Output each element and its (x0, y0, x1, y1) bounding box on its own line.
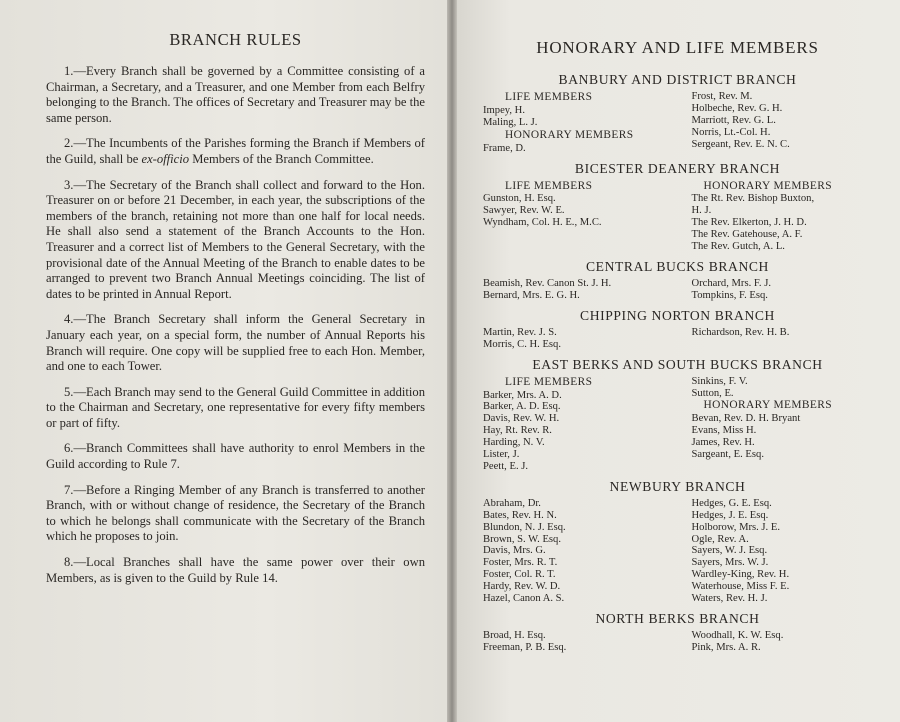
member-columns (475, 278, 880, 302)
right-member-column (678, 278, 881, 302)
left-member-column (475, 91, 678, 155)
branch-name: NEWBURY BRANCH (609, 478, 746, 494)
rule-text: 4.—The Branch Secretary shall inform the General Secretary in January each year, on a special form, the number of Annual Reports his Branch will require. One copy will be supplied free to each Hon. Member, and one to each Tower. (46, 312, 425, 374)
right-member-column (678, 327, 881, 351)
left-page (0, 0, 447, 722)
member-name: Sayers, Mrs. W. J. (691, 557, 769, 569)
right-page (457, 0, 900, 722)
rule-text: 8.—Local Branches shall have the same power over their own Members, as is given to the Guild by Rule 14. (46, 555, 425, 585)
member-name: Impey, H. (483, 104, 525, 116)
member-name: Maling, L. J. (483, 116, 538, 128)
member-columns (475, 376, 880, 473)
right-member-column (678, 630, 881, 654)
rule-text: 7.—Before a Ringing Member of any Branch is transferred to another Branch, with or without change of residence, the Secretary of the Branch to which he belongs shall communicate with the Secretary of the Branch which he proposes to join. (46, 482, 425, 544)
member-category-heading: HONORARY MEMBERS (505, 128, 634, 141)
rule-text: 2.—The Incumbents of the Parishes forming the Branch if Members of the Guild, shall be (46, 136, 425, 166)
member-name: Hay, Rt. Rev. R. (483, 425, 552, 437)
member-name: The Rev. Gatehouse, A. F. (691, 229, 803, 241)
member-category-heading: HONORARY MEMBERS (703, 399, 832, 412)
rule-italic-text: ex-officio (141, 151, 190, 166)
right-member-column (678, 91, 881, 155)
member-category-heading: LIFE MEMBERS (505, 179, 593, 192)
member-name: Martin, Rev. J. S. (483, 326, 557, 338)
member-name: Hardy, Rev. W. D. (483, 581, 561, 593)
member-name: Norris, Lt.-Col. H. (691, 126, 771, 138)
members-title: HONORARY AND LIFE MEMBERS (536, 38, 819, 57)
member-name: Lister, J. (483, 449, 520, 461)
branch-rules-title: BRANCH RULES (169, 30, 302, 49)
member-category-heading: LIFE MEMBERS (505, 91, 593, 103)
right-member-column (678, 180, 881, 253)
rule-paragraph (46, 64, 425, 126)
member-name: Davis, Rev. W. H. (483, 413, 560, 425)
member-name: Tompkins, F. Esq. (691, 289, 768, 301)
rule-text: 5.—Each Branch may send to the General Guild Committee in addition to the Chairman and Secretary, one representative for every fifty members or part of fifty. (46, 384, 425, 430)
member-name: Orchard, Mrs. F. J. (691, 277, 771, 289)
member-name: Peett, E. J. (483, 460, 529, 472)
branch-name: CENTRAL BUCKS BRANCH (586, 258, 769, 274)
member-name: Holbeche, Rev. G. H. (691, 102, 783, 114)
branch-section (475, 357, 880, 473)
member-name: Hedges, G. E. Esq. (691, 497, 772, 509)
rule-paragraph (46, 136, 425, 167)
member-name: Blundon, N. J. Esq. (483, 521, 566, 533)
member-name: Sutton, E. (691, 387, 734, 399)
member-name: Hazel, Canon A. S. (483, 593, 565, 605)
branch-section (475, 611, 880, 654)
member-name: Freeman, P. B. Esq. (483, 641, 567, 653)
rule-text: 6.—Branch Committees shall have authority to enrol Members in the Guild according to Rule 7. (46, 441, 425, 472)
member-name: Wardley-King, Rev. H. (691, 569, 790, 581)
member-name: Holborow, Mrs. J. E. (691, 521, 780, 533)
member-name: Sawyer, Rev. W. E. (483, 205, 565, 217)
member-name: Morris, C. H. Esq. (483, 338, 561, 350)
rule-paragraph (46, 178, 425, 303)
member-name: Broad, H. Esq. (483, 630, 546, 641)
left-member-column (475, 278, 678, 302)
member-name: Woodhall, K. W. Esq. (691, 630, 784, 641)
member-name: Sayers, W. J. Esq. (691, 545, 768, 557)
member-name: Harding, N. V. (483, 437, 545, 449)
branch-name: BANBURY AND DISTRICT BRANCH (558, 72, 797, 87)
member-name: Bernard, Mrs. E. G. H. (483, 289, 580, 301)
right-member-column (678, 498, 881, 605)
member-name: Marriott, Rev. G. L. (691, 114, 776, 126)
branch-section (475, 308, 880, 351)
branch-section (475, 259, 880, 302)
rule-text: 1.—Every Branch shall be governed by a Committee consisting of a Chairman, a Secretary, and a Treasurer, and one Member from each Belfry belonging to the Branch. The offices of Secretary and Treasurer may be the same person. (46, 64, 425, 125)
rule-text: 3.—The Secretary of the Branch shall collect and forward to the Hon. Treasurer on or before 21 December, in each year, the subscriptions of the members of the branch, retaining not more than one half for local needs. He shall also send a statement of the Branch Accounts to the Hon. Treasurer and a correct list of Members to the General Secretary, with the provisional date of the Annual Meeting of the Branch to enable dates to be arranged to prevent two Branch Annual Meetings coinciding. The list of dates to be printed in Annual Report. (46, 177, 425, 301)
member-columns (475, 630, 880, 654)
rule-paragraph (46, 312, 425, 374)
member-columns (475, 91, 880, 155)
member-name: Sargeant, E. Esq. (691, 449, 764, 461)
member-name: James, Rev. H. (691, 437, 755, 449)
member-name: Waters, Rev. H. J. (691, 593, 768, 605)
rule-paragraph (46, 555, 425, 586)
branch-name: CHIPPING NORTON BRANCH (580, 307, 775, 323)
member-name: Sergeant, Rev. E. N. C. (691, 138, 790, 150)
member-columns (475, 327, 880, 351)
member-name: Waterhouse, Miss F. E. (691, 581, 790, 593)
member-name: Abraham, Dr. (483, 497, 541, 509)
member-name: Evans, Miss H. (691, 425, 757, 437)
member-name: Frost, Rev. M. (691, 91, 753, 102)
member-name: Ogle, Rev. A. (691, 533, 749, 545)
branch-section (475, 72, 880, 155)
branch-name: NORTH BERKS BRANCH (595, 611, 760, 626)
member-name: Hedges, J. E. Esq. (691, 509, 769, 521)
member-name: Bevan, Rev. D. H. Bryant (691, 413, 801, 425)
member-columns (475, 498, 880, 605)
left-member-column (475, 327, 678, 351)
rules-list (46, 64, 425, 586)
branch-name: EAST BERKS AND SOUTH BUCKS BRANCH (532, 356, 823, 372)
member-name: Richardson, Rev. H. B. (691, 326, 790, 338)
member-name: Sinkins, F. V. (691, 375, 748, 387)
branches-list (475, 72, 880, 654)
member-name: Wyndham, Col. H. E., M.C. (483, 217, 602, 229)
member-name: Beamish, Rev. Canon St. J. H. (483, 277, 612, 289)
member-columns (475, 180, 880, 253)
member-category-heading: LIFE MEMBERS (505, 375, 593, 388)
left-member-column (475, 180, 678, 253)
member-name: Foster, Col. R. T. (483, 569, 556, 581)
member-name: Frame, D. (483, 142, 526, 154)
member-name: Barker, A. D. Esq. (483, 401, 561, 413)
left-member-column (475, 376, 678, 473)
member-name: Foster, Mrs. R. T. (483, 557, 558, 569)
member-name: Barker, Mrs. A. D. (483, 389, 562, 401)
member-name: The Rev. Elkerton, J. H. D. (691, 217, 807, 229)
rule-text: Members of the Branch Committee. (189, 151, 374, 166)
left-member-column (475, 498, 678, 605)
rule-paragraph (46, 483, 425, 545)
branch-name: BICESTER DEANERY BRANCH (574, 160, 781, 176)
member-name: Gunston, H. Esq. (483, 193, 556, 205)
member-name: Davis, Mrs. G. (483, 545, 546, 557)
member-name: The Rev. Gutch, A. L. (691, 241, 785, 253)
member-name: Brown, S. W. Esq. (483, 533, 561, 545)
member-name: Bates, Rev. H. N. (483, 509, 557, 521)
left-member-column (475, 630, 678, 654)
branch-section (475, 479, 880, 605)
member-name: H. J. (691, 205, 712, 217)
branch-section (475, 161, 880, 253)
book-gutter (447, 0, 457, 722)
member-name: Pink, Mrs. A. R. (691, 641, 761, 653)
rule-paragraph (46, 385, 425, 432)
rule-paragraph (46, 441, 425, 472)
member-name: The Rt. Rev. Bishop Buxton, (691, 193, 815, 205)
member-category-heading: HONORARY MEMBERS (703, 179, 832, 192)
right-member-column (678, 376, 881, 473)
